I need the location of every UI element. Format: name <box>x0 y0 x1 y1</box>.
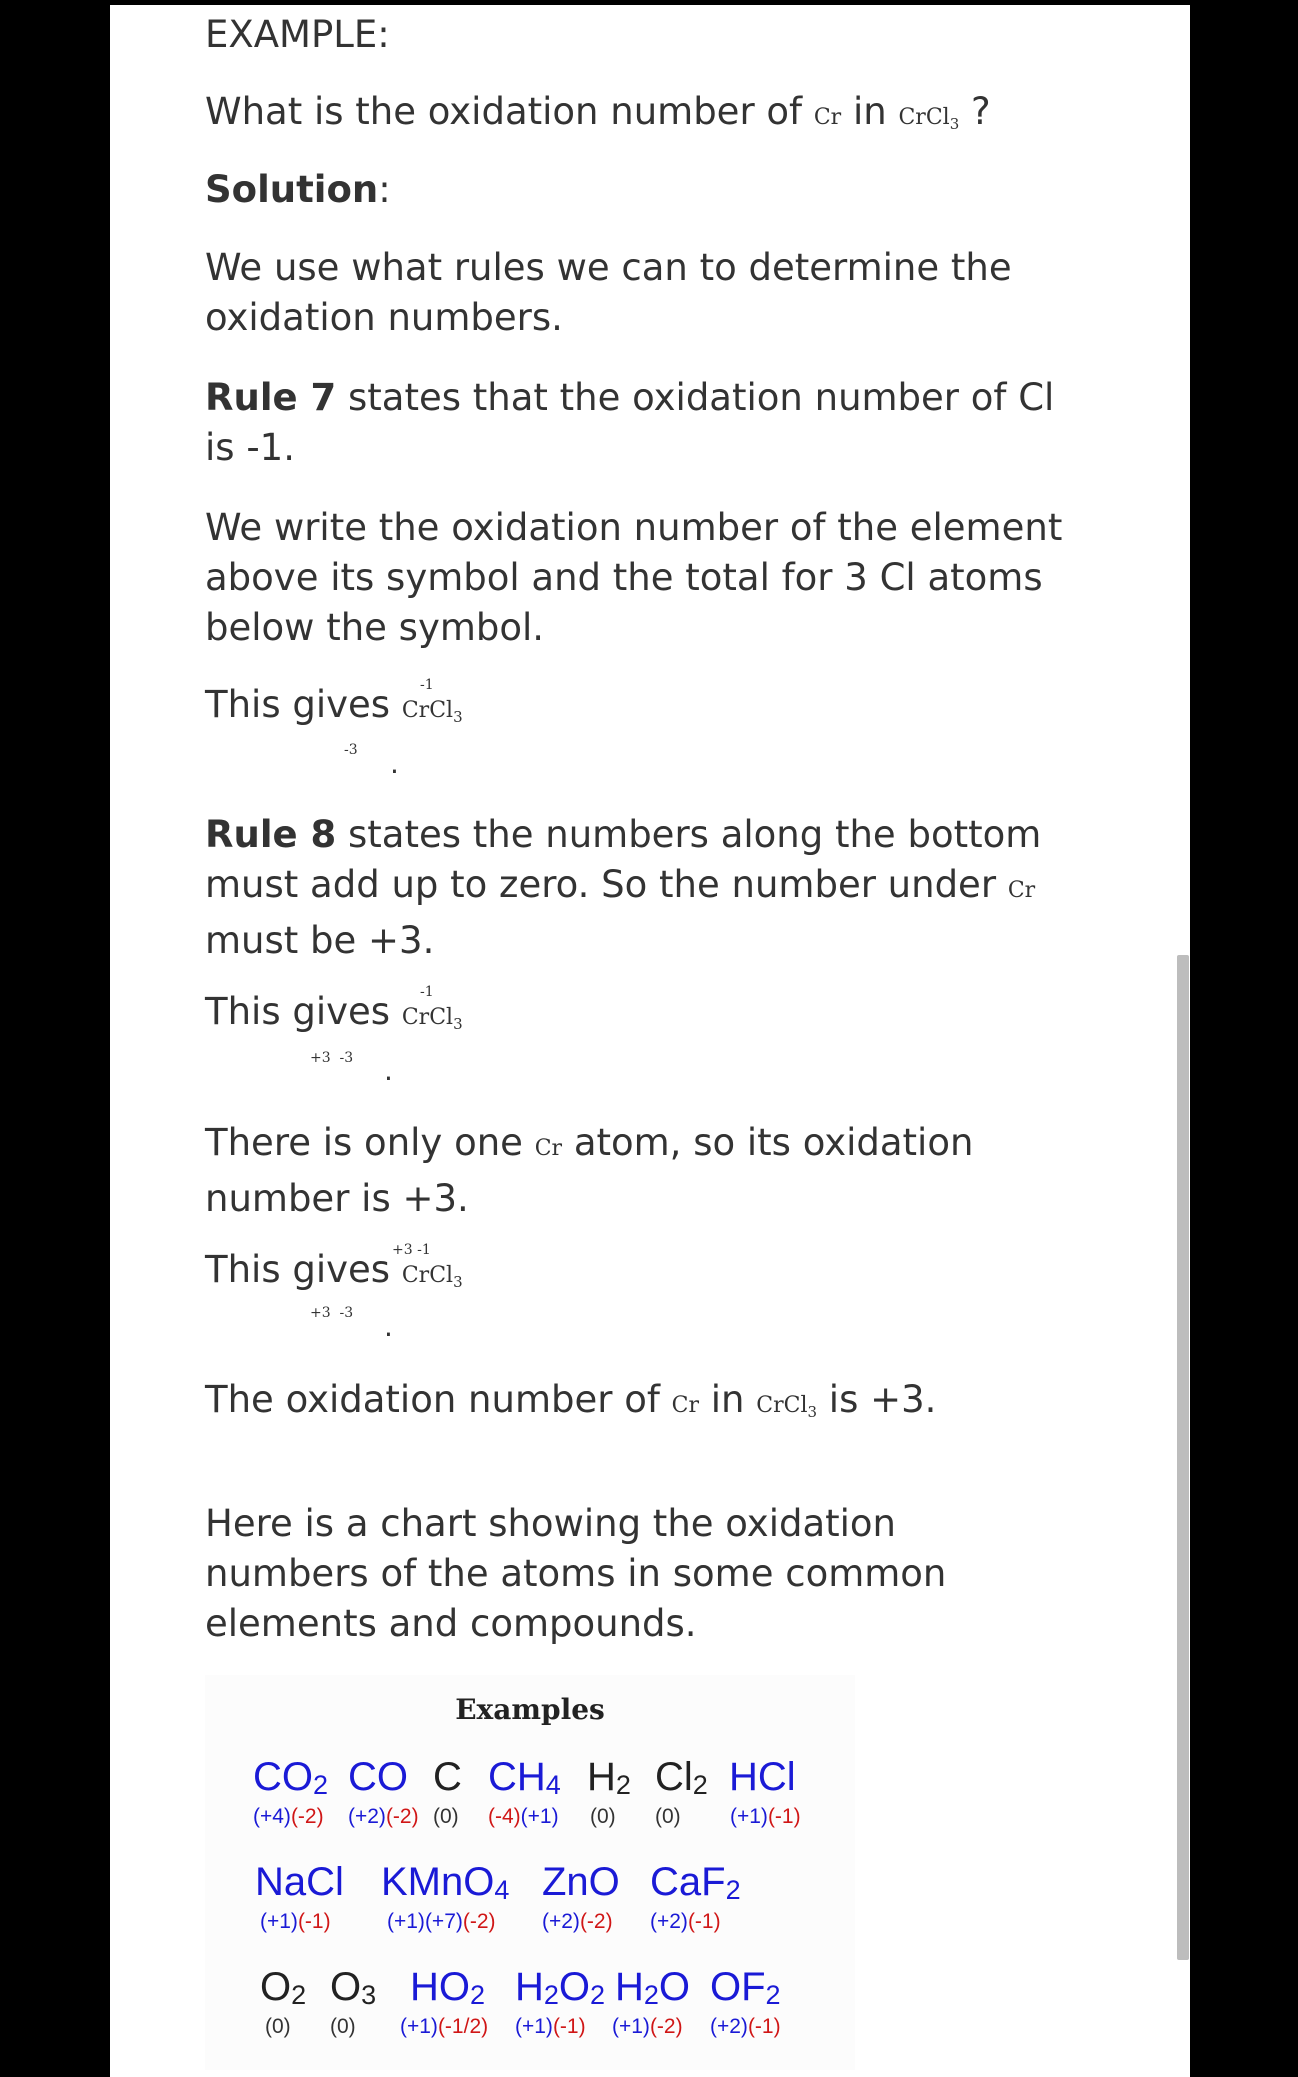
example-oxidation-numbers: (+1)(-1) <box>730 1805 801 1828</box>
paragraph-write: We write the oxidation number of the element above its symbol and the total for 3 Cl atoms below the symbol. <box>205 506 1063 649</box>
example-formula: CO <box>348 1755 408 1799</box>
example-oxidation-numbers: (+1)(+7)(-2) <box>387 1910 496 1933</box>
example-oxidation-numbers: (+2)(-2) <box>542 1910 613 1933</box>
example-formula: NaCl <box>255 1860 344 1904</box>
example-oxidation-numbers: (+4)(-2) <box>253 1805 324 1828</box>
example-formula: ZnO <box>542 1860 620 1904</box>
gives2-below: +3 -3 <box>310 1050 354 1066</box>
example-formula: $CH_4$ <box>488 1755 561 1800</box>
example-oxidation-numbers: (+1)(-1/2) <box>400 2015 489 2038</box>
rule-8-paragraph: Rule 8 states the numbers along the bottom must add up to zero. So the number under Cr must be +3. <box>205 813 1042 962</box>
example-oxidation-numbers: (+2)(-1) <box>710 2015 781 2038</box>
this-gives-1: This gives CrCl$_3$ <box>205 683 463 726</box>
example-formula: $Cl_2$ <box>655 1755 708 1800</box>
example-formula: HCl <box>729 1755 796 1799</box>
example-oxidation-numbers: (0) <box>330 2015 356 2038</box>
example-heading: EXAMPLE: <box>205 13 390 56</box>
example-oxidation-numbers: (0) <box>655 1805 681 1828</box>
example-oxidation-numbers: (+1)(-1) <box>260 1910 331 1933</box>
example-formula: $H_2$ <box>587 1755 631 1800</box>
example-formula: $CO_2$ <box>253 1755 329 1800</box>
example-oxidation-numbers: (+1)(-1) <box>515 2015 586 2038</box>
gives1-below-cl: -3 <box>344 742 358 758</box>
examples-chart <box>205 1675 855 2070</box>
example-oxidation-numbers: (0) <box>590 1805 616 1828</box>
chart-title: Examples <box>455 1693 605 1726</box>
example-oxidation-numbers: (0) <box>433 1805 459 1828</box>
chart-intro: Here is a chart showing the oxidation numbers of the atoms in some common elements and compounds. <box>205 1502 947 1645</box>
gives3-above: +3 -1 <box>392 1242 431 1258</box>
only-one-paragraph: There is only one Cr atom, so its oxidation number is +3. <box>205 1121 974 1220</box>
gives2-above-cl: -1 <box>420 984 434 1000</box>
example-formula: $O_3$ <box>330 1965 377 2010</box>
example-oxidation-numbers: (+1)(-2) <box>612 2015 683 2038</box>
scrollbar[interactable] <box>1177 955 1189 1960</box>
example-oxidation-numbers: (-4)(+1) <box>488 1805 559 1828</box>
example-formula: CaF$_2$ <box>650 1860 741 1905</box>
gives1-above-cl: -1 <box>420 677 434 693</box>
example-formula: $H_2O$ <box>615 1965 691 2010</box>
example-formula: $H_2O_2$ <box>515 1965 606 2010</box>
conclusion: The oxidation number of Cr in CrCl$_3$ is +3. <box>205 1378 937 1421</box>
gives3-below: +3 -3 <box>310 1305 354 1321</box>
example-formula: C <box>433 1755 462 1799</box>
example-formula: $OF_2$ <box>710 1965 781 2010</box>
gives2-dot: . <box>384 1054 393 1087</box>
example-formula: KMnO$_4$ <box>381 1860 510 1905</box>
question: What is the oxidation number of Cr in CrCl$_3$ ? <box>205 90 991 133</box>
example-oxidation-numbers: (0) <box>265 2015 291 2038</box>
this-gives-2: This gives CrCl$_3$ <box>205 990 463 1033</box>
this-gives-3: This gives CrCl$_3$ <box>205 1248 463 1291</box>
rule-7-paragraph: Rule 7 states that the oxidation number of Cl is -1. <box>205 376 1055 469</box>
paragraph-rules: We use what rules we can to determine the oxidation numbers. <box>205 246 1012 339</box>
document-page <box>110 5 1190 2077</box>
example-formula: $HO_2$ <box>410 1965 486 2010</box>
solution-label: Solution: <box>205 168 391 211</box>
gives3-dot: . <box>384 1310 393 1343</box>
example-oxidation-numbers: (+2)(-1) <box>650 1910 721 1933</box>
example-oxidation-numbers: (+2)(-2) <box>348 1805 419 1828</box>
gives1-dot: . <box>390 747 399 780</box>
example-formula: $O_2$ <box>260 1965 307 2010</box>
